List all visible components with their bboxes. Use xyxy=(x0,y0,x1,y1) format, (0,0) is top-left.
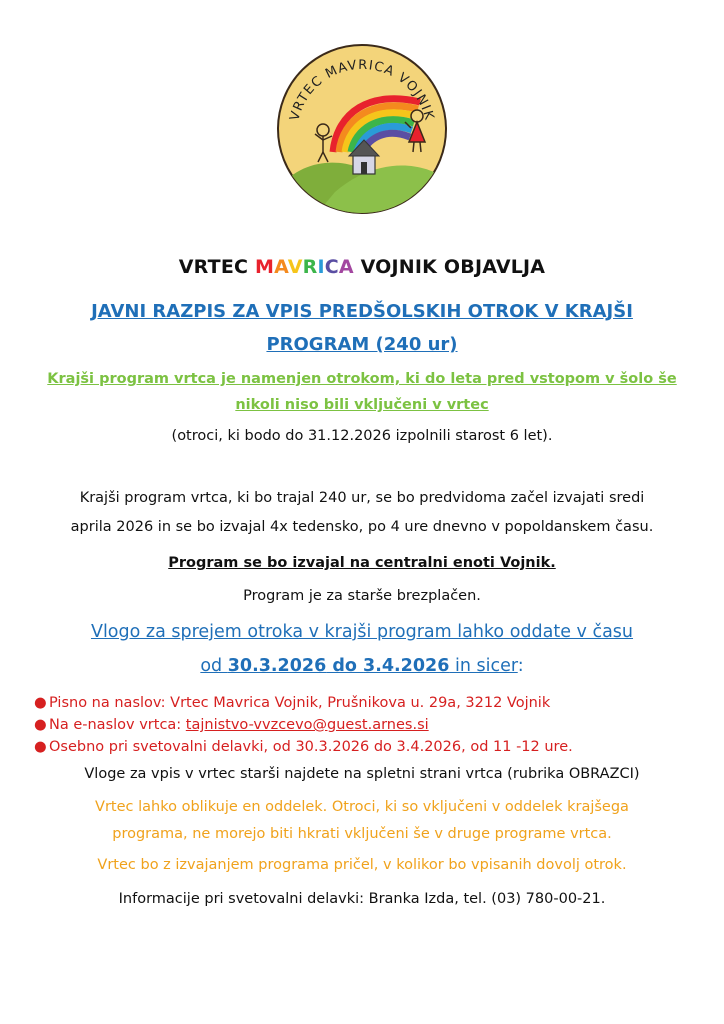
notice-line3: Vrtec bo z izvajanjem programa pričel, v kolikor bo vpisanih dovolj otrok. xyxy=(97,857,627,873)
title-prefix: VRTEC xyxy=(178,256,255,278)
announcement-heading-line2: PROGRAM (240 ur) xyxy=(266,334,458,355)
application-colon: : xyxy=(517,656,524,676)
program-line1: Krajši program vrtca, ki bo trajal 240 ur, se bo predvidoma začel izvajati sredi xyxy=(79,490,645,506)
title-letter: R xyxy=(302,256,318,278)
title-letter: I xyxy=(317,256,325,278)
program-location: Program se bo izvajal na centralni enoti Vojnik. xyxy=(168,555,556,571)
page-title xyxy=(0,256,724,278)
application-period xyxy=(0,656,724,676)
announcement-heading-line1: JAVNI RAZPIS ZA VPIS PREDŠOLSKIH OTROK V KRAJŠI xyxy=(91,301,633,322)
application-tail: in sicer xyxy=(449,656,518,676)
title-letter: V xyxy=(287,256,303,278)
application-date-from: 30.3.2026 xyxy=(227,656,327,676)
submission-methods-list xyxy=(34,692,573,758)
list-item xyxy=(34,692,573,714)
title-letter: C xyxy=(324,256,339,278)
title-letter: A xyxy=(274,256,288,278)
title-letter: A xyxy=(338,256,354,278)
contact-info: Informacije pri svetovalni delavki: Branka Izda, tel. (03) 780-00-21. xyxy=(118,891,606,907)
application-od: od xyxy=(200,656,228,676)
vrtec-mavrica-logo xyxy=(275,42,449,216)
method-post: Pisno na naslov: Vrtec Mavrica Vojnik, Prušnikova u. 29a, 3212 Vojnik xyxy=(49,695,551,711)
intro-line2: nikoli niso bili vključeni v vrtec xyxy=(235,397,489,413)
intro-line1: Krajši program vrtca je namenjen otrokom, ki do leta pred vstopom v šolo še xyxy=(47,371,677,387)
bullet-icon: ● xyxy=(34,717,47,733)
application-do: do xyxy=(326,656,364,676)
method-in-person: Osebno pri svetovalni delavki, od 30.3.2026 do 3.4.2026, od 11 -12 ure. xyxy=(49,739,573,755)
list-item xyxy=(34,714,573,736)
application-date-to: 3.4.2026 xyxy=(363,656,450,676)
logo-ring-text: VRTEC MAVRICA VOJNIK xyxy=(287,57,437,123)
application-line1: Vlogo za sprejem otroka v krajši program lahko oddate v času xyxy=(90,622,634,642)
list-item xyxy=(34,736,573,758)
title-letter: M xyxy=(254,256,275,278)
email-link[interactable]: tajnistvo-vvzcevo@guest.arnes.si xyxy=(185,717,429,733)
program-line2: aprila 2026 in se bo izvajal 4x tedensko, po 4 ure dnevno v popoldanskem času. xyxy=(70,519,654,535)
program-free: Program je za starše brezplačen. xyxy=(243,588,481,604)
method-email-label: Na e-naslov vrtca: xyxy=(49,717,186,733)
title-suffix: VOJNIK OBJAVLJA xyxy=(353,256,546,278)
forms-note: Vloge za vpis v vrtec starši najdete na spletni strani vrtca (rubrika OBRAZCI) xyxy=(84,766,640,782)
bullet-icon: ● xyxy=(34,739,47,755)
bullet-icon: ● xyxy=(34,695,47,711)
notice-line2: programa, ne morejo biti hkrati vključeni še v druge programe vrtca. xyxy=(112,826,612,842)
intro-note: (otroci, ki bodo do 31.12.2026 izpolnili starost 6 let). xyxy=(171,428,553,444)
notice-line1: Vrtec lahko oblikuje en oddelek. Otroci, ki so vključeni v oddelek krajšega xyxy=(95,799,629,815)
